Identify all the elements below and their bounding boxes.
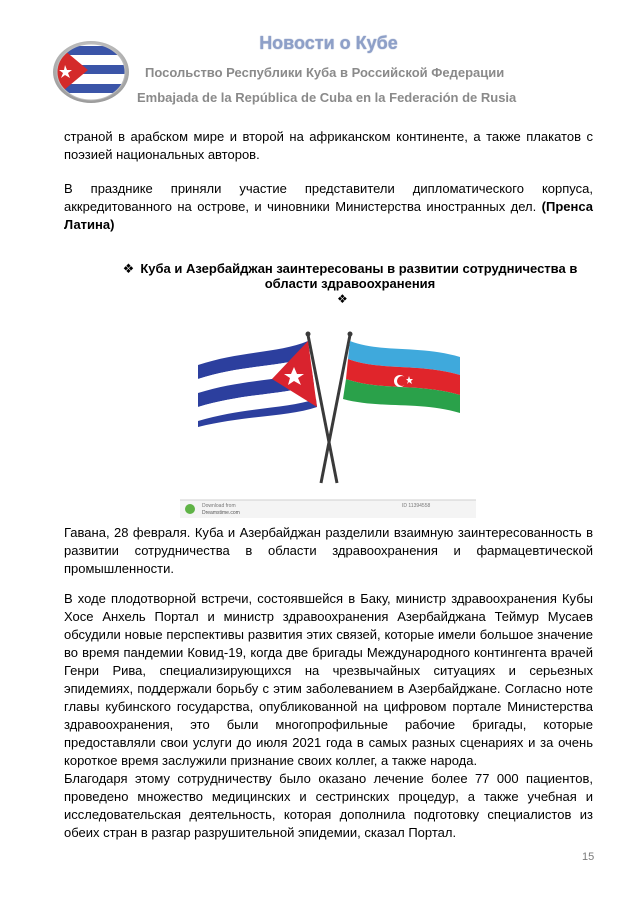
- diamond-bullet-icon-2: ❖: [337, 292, 348, 306]
- page-number: 15: [582, 851, 595, 863]
- article-paragraph-1: Гавана, 28 февраля. Куба и Азербайджан разделили взаимную заинтересованность в развитии сотрудничества в области здравоохранения и фармацевтической промышленности.: [64, 525, 593, 576]
- crossed-flags-photo: [180, 323, 476, 518]
- intro-paragraph-2: [64, 180, 593, 234]
- embassy-name-ru: Посольство Республики Куба в Российской Федерации: [145, 65, 505, 80]
- intro-paragraph-2-text: В празднике приняли участие представители дипломатического корпуса, аккредитованного на острове, и чиновники Министерства иностранных дел.: [64, 181, 593, 214]
- source-credit: (Пренса Латина): [64, 199, 593, 232]
- watermark-site: Dreamstime.com: [202, 510, 240, 516]
- article-headline: [110, 261, 590, 291]
- diamond-bullet-icon: ❖: [122, 261, 135, 276]
- watermark-download: Download from: [202, 503, 236, 509]
- article-paragraph-3: Благодаря этому сотрудничеству было оказано лечение более 77 000 пациентов, проведено множество медицинских и сестринских процедур, а также учебная и исследовательская деятельность, которая дополнила подготовку специалистов из обеих стран в разгар разрушительной эпидемии, сказал Портал.: [64, 771, 593, 840]
- image-id: ID 11394558: [402, 503, 431, 509]
- intro-paragraph: страной в арабском мире и второй на африканском континенте, а также плакатов с поэзией национальных авторов.: [64, 129, 593, 162]
- article-headline-text: Куба и Азербайджан заинтересованы в развитии сотрудничества в области здравоохранения: [140, 261, 578, 291]
- article-paragraph-2: В ходе плодотворной встречи, состоявшейся в Баку, министр здравоохранения Кубы Хосе Анхель Портал и министр здравоохранения Азербайджана Теймур Мусаев обсудили новые перспективы развития этих связей, которые имели большое значение во время пандемии Ковид-19, когда две бригады Международного контингента врачей Генри Рива, специализирующихся на чрезвычайных ситуациях и серьезных эпидемиях, поддержали борьбу с этим заболеванием в Азербайджане. Согласно ноте главы кубинского государства, опубликованной на цифровом портале Министерства здравоохранения, это были многопрофильные рабочие бригады, которые предоставляли свои услуги до июля 2021 года в самых разных сценариях и за очень короткое время заслужили признание своих коллег, а также народа.: [64, 591, 593, 768]
- newsletter-title: Новости о Кубе: [259, 33, 398, 53]
- embassy-name-es: Embajada de la República de Cuba en la Federación de Rusia: [137, 90, 517, 105]
